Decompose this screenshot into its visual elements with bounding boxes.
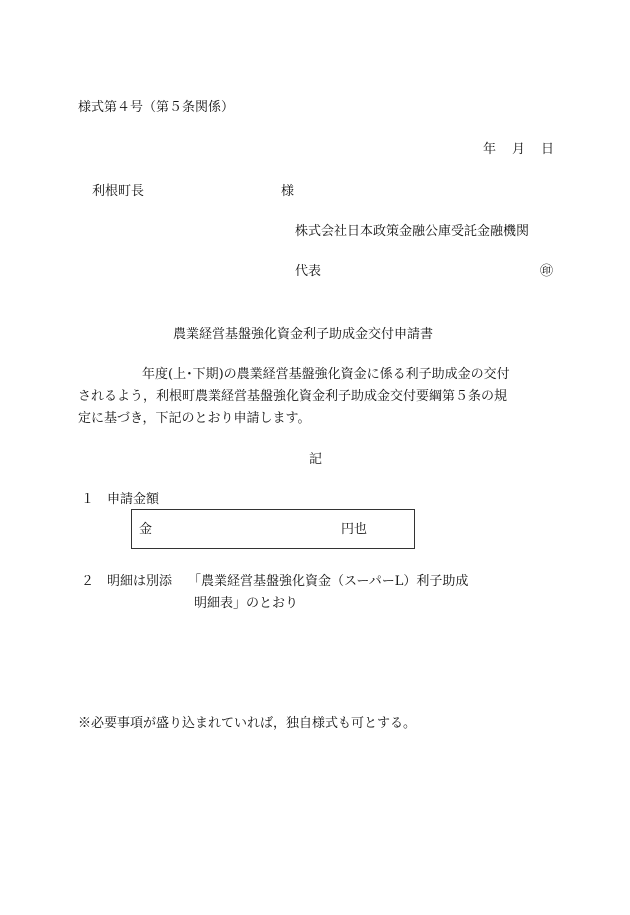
addressee-honorific: 様: [281, 184, 295, 199]
body-line-3: 定に基づき，下記のとおり申請します。: [78, 411, 311, 426]
body-line-1: 年度(上･下期)の農業経営基盤強化資金に係る利子助成金の交付: [142, 367, 510, 382]
item-2-detail-line-1: 「農業経営基盤強化資金（スーパーL）利子助成: [188, 574, 469, 589]
body-line-2: されるよう，利根町農業経営基盤強化資金利子助成金交付要綱第５条の規: [78, 389, 508, 404]
form-number: 様式第４号（第５条関係）: [78, 100, 235, 115]
amount-suffix: 円也: [341, 522, 368, 537]
date-year: 年: [483, 142, 497, 157]
ki-heading: 記: [309, 452, 323, 467]
applicant-organization: 株式会社日本政策金融公庫受託金融機関: [295, 224, 530, 239]
date-month: 月: [512, 142, 526, 157]
document-title: 農業経営基盤強化資金利子助成金交付申請書: [173, 327, 434, 342]
footnote: ※必要事項が盛り込まれていれば，独自様式も可とする。: [78, 716, 417, 731]
item-1-number: １: [81, 492, 95, 507]
item-1-label: 申請金額: [107, 492, 160, 507]
addressee-name: 利根町長: [92, 184, 145, 199]
amount-box: [131, 509, 415, 549]
seal-mark: ㊞: [540, 264, 554, 279]
item-2-detail-line-2: 明細表」のとおり: [194, 596, 299, 611]
item-2-label: 明細は別添: [107, 574, 173, 589]
representative-label: 代表: [295, 264, 322, 279]
item-2-number: ２: [81, 574, 95, 589]
date-day: 日: [541, 142, 555, 157]
amount-prefix: 金: [139, 522, 153, 537]
